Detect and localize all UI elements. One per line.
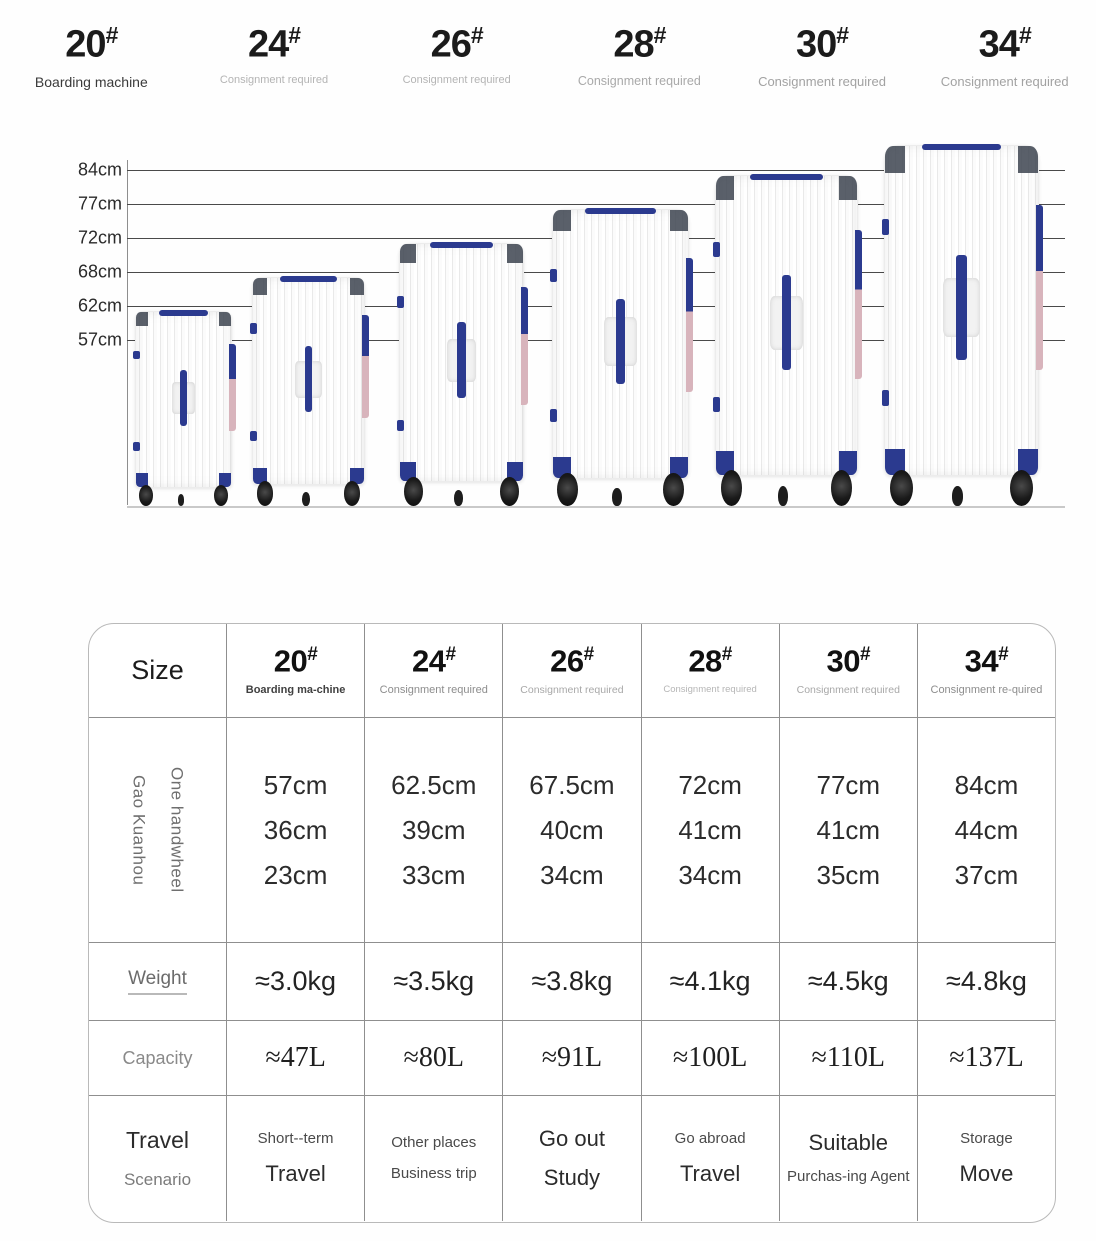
side-edge-icon	[521, 287, 528, 406]
weight-cell-34	[918, 943, 1055, 1020]
capacity-cell-34	[918, 1021, 1055, 1095]
capacity-label: Capacity	[122, 1047, 193, 1068]
lock-icon	[713, 397, 720, 412]
y-tick-68: 68cm	[77, 261, 122, 282]
wheel-icon	[344, 481, 361, 506]
size-note-34: Consignment required	[940, 73, 1069, 89]
dimensions-cell-20	[227, 718, 365, 942]
lock-icon	[250, 431, 257, 441]
corner-guard-icon	[136, 312, 148, 326]
capacity-cell-28	[642, 1021, 780, 1095]
dim-width-20: 36cm	[263, 814, 328, 845]
wheel-icon	[952, 486, 963, 506]
header-cell-26	[503, 624, 641, 717]
lock-icon	[882, 390, 889, 406]
travel-small-34: Storage	[960, 1130, 1013, 1148]
capacity-cell-24	[365, 1021, 503, 1095]
corner-guard-icon	[219, 312, 231, 326]
handle-strap-icon	[956, 255, 967, 360]
top-bar-icon	[750, 174, 823, 180]
size-label-24	[183, 24, 366, 89]
travel-big-28: Travel	[679, 1160, 741, 1186]
dimensions-cell-24	[365, 718, 503, 942]
wheel-icon	[612, 488, 622, 506]
suitcase-26	[399, 243, 524, 506]
handle-strap-icon	[616, 299, 625, 385]
wheel-icon	[890, 470, 913, 506]
y-tick-77: 77cm	[77, 193, 122, 214]
wheel-icon	[178, 494, 185, 506]
suitcase-body-26	[399, 243, 524, 482]
header-cell-30	[780, 624, 918, 717]
weight-cell-24	[365, 943, 503, 1020]
suitcase-body-20	[135, 311, 232, 488]
suitcase-row	[127, 161, 1065, 506]
travel-big-20: Travel	[265, 1160, 326, 1186]
capacity-label-cell	[89, 1021, 227, 1095]
wheel-icon	[454, 490, 463, 506]
y-tick-57: 57cm	[77, 329, 122, 350]
corner-guard-icon	[1018, 146, 1038, 172]
header-sub-26: Consignment required	[520, 684, 624, 697]
travel-cell-20	[227, 1096, 365, 1221]
dim-depth-30: 35cm	[816, 859, 881, 890]
header-cell-24	[365, 624, 503, 717]
size-label-34	[913, 24, 1096, 89]
travel-big-26: Study	[543, 1164, 601, 1190]
dimensions-label-inner: One handwheel	[167, 767, 187, 893]
table-row-weight	[89, 943, 1055, 1021]
suitcase-34	[884, 175, 1039, 506]
suitcase-30	[715, 175, 858, 506]
y-tick-62: 62cm	[77, 295, 122, 316]
dim-width-30: 41cm	[816, 814, 881, 845]
handle-strap-icon	[305, 346, 313, 412]
dim-width-24: 39cm	[401, 814, 466, 845]
suitcase-body-24	[252, 277, 365, 485]
wheel-icon	[1010, 470, 1033, 506]
header-num-34: 34#	[964, 642, 1009, 678]
side-edge-icon	[229, 344, 236, 432]
size-label-30	[731, 24, 914, 89]
corner-guard-icon	[253, 278, 267, 295]
weight-value-20: ≈3.0kg	[255, 966, 337, 996]
corner-guard-icon	[716, 176, 734, 200]
travel-small-20: Short--term	[257, 1130, 334, 1148]
header-num-26: 26#	[550, 643, 594, 679]
size-label-28	[548, 24, 731, 89]
dimensions-cell-26	[503, 718, 641, 942]
wheel-icon	[302, 492, 310, 506]
height-comparison-chart	[0, 150, 1096, 520]
capacity-cell-30	[780, 1021, 918, 1095]
suitcase-20	[135, 311, 232, 506]
top-bar-icon	[430, 242, 494, 248]
travel-cell-28	[642, 1096, 780, 1221]
travel-label-top: Travel	[125, 1127, 190, 1153]
size-note-24: Consignment required	[219, 73, 329, 86]
wheel-icon	[257, 481, 274, 506]
table-header-row	[89, 624, 1055, 718]
dim-height-28: 72cm	[678, 769, 742, 800]
header-num-30: 30#	[826, 643, 871, 679]
travel-big-34: Move	[959, 1160, 1014, 1186]
travel-big-24: Business trip	[390, 1164, 477, 1182]
weight-label-cell	[89, 943, 227, 1020]
weight-value-28: ≈4.1kg	[669, 966, 751, 996]
weight-value-30: ≈4.5kg	[807, 966, 889, 996]
wheel-icon	[831, 470, 852, 506]
header-sub-20: Boarding ma-chine	[245, 683, 346, 696]
side-edge-icon	[686, 258, 693, 392]
dim-depth-20: 23cm	[263, 859, 328, 890]
header-sub-30: Consignment required	[796, 684, 900, 697]
size-note-26: Consignment required	[402, 73, 511, 86]
lock-icon	[397, 296, 404, 308]
header-cell-28	[642, 624, 780, 717]
lock-icon	[133, 442, 140, 451]
travel-label-bottom: Scenario	[123, 1170, 192, 1189]
corner-guard-icon	[885, 146, 905, 172]
header-sub-28: Consignment required	[663, 683, 757, 695]
wheel-icon	[557, 473, 578, 506]
header-num-28: 28#	[688, 643, 732, 679]
travel-cell-34	[918, 1096, 1055, 1221]
weight-cell-20	[227, 943, 365, 1020]
corner-guard-icon	[670, 210, 688, 231]
dimensions-cell-34	[918, 718, 1055, 942]
dim-width-34: 44cm	[954, 814, 1019, 845]
capacity-cell-20	[227, 1021, 365, 1095]
wheel-icon	[500, 477, 519, 506]
travel-small-30: Suitable	[808, 1130, 889, 1156]
capacity-value-20: ≈47L	[265, 1042, 326, 1073]
weight-cell-26	[503, 943, 641, 1020]
size-note-30: Consignment required	[758, 73, 886, 89]
wheel-icon	[663, 473, 684, 506]
top-bar-icon	[585, 208, 655, 214]
travel-cell-24	[365, 1096, 503, 1221]
dim-height-26: 67.5cm	[529, 769, 615, 800]
side-edge-icon	[1036, 205, 1043, 370]
top-bar-icon	[922, 144, 1002, 150]
dim-height-20: 57cm	[263, 769, 328, 800]
dim-height-34: 84cm	[954, 769, 1019, 800]
lock-icon	[550, 269, 557, 282]
table-row-capacity	[89, 1021, 1055, 1096]
corner-guard-icon	[553, 210, 571, 231]
capacity-cell-26	[503, 1021, 641, 1095]
handle-strap-icon	[180, 370, 187, 426]
wheel-icon	[778, 486, 788, 506]
weight-cell-28	[642, 943, 780, 1020]
dim-height-24: 62.5cm	[391, 769, 477, 800]
dimensions-label-outer: Gao Kuanhou	[129, 774, 149, 886]
size-number-34: 34#	[978, 22, 1031, 66]
wheel-icon	[214, 485, 229, 506]
dim-width-26: 40cm	[540, 814, 604, 845]
dim-depth-26: 34cm	[540, 859, 604, 890]
size-number-20: 20#	[65, 22, 118, 66]
header-sub-34: Consignment re-quired	[930, 683, 1043, 696]
size-number-30: 30#	[795, 22, 849, 66]
dim-height-30: 77cm	[816, 769, 881, 800]
header-cell-size	[89, 624, 227, 717]
capacity-value-30: ≈110L	[811, 1042, 885, 1073]
travel-small-28: Go abroad	[674, 1130, 746, 1148]
lock-icon	[250, 323, 257, 333]
capacity-value-26: ≈91L	[541, 1042, 603, 1073]
dim-depth-28: 34cm	[678, 859, 742, 890]
side-edge-icon	[362, 315, 369, 418]
dim-depth-24: 33cm	[401, 859, 466, 890]
table-row-dimensions	[89, 718, 1055, 943]
handle-strap-icon	[457, 322, 466, 398]
suitcase-body-28	[552, 209, 689, 479]
table-row-travel-scenario	[89, 1096, 1055, 1221]
header-sub-24: Consignment required	[379, 683, 488, 696]
dimensions-cell-28	[642, 718, 780, 942]
wheel-icon	[404, 477, 423, 506]
size-label-20	[0, 24, 183, 89]
wheel-icon	[139, 485, 154, 506]
size-note-20: Boarding machine	[34, 73, 148, 90]
suitcase-28	[552, 209, 689, 506]
size-label-row	[0, 24, 1096, 89]
side-edge-icon	[855, 230, 862, 380]
weight-value-24: ≈3.5kg	[393, 966, 475, 996]
travel-small-26: Go out	[538, 1126, 605, 1152]
y-axis-labels	[0, 150, 128, 510]
header-num-20: 20#	[273, 642, 318, 678]
travel-label-cell	[89, 1096, 227, 1221]
suitcase-body-30	[715, 175, 858, 476]
size-note-28: Consignment required	[577, 73, 701, 88]
lock-icon	[133, 351, 140, 360]
header-cell-20	[227, 624, 365, 717]
wheel-icon	[721, 470, 742, 506]
dimensions-cell-30	[780, 718, 918, 942]
capacity-value-34: ≈137L	[949, 1042, 1024, 1073]
specification-table	[88, 623, 1056, 1223]
lock-icon	[397, 420, 404, 432]
y-tick-72: 72cm	[77, 227, 122, 248]
size-number-26: 26#	[430, 22, 483, 66]
suitcase-body-34	[884, 145, 1039, 476]
capacity-value-24: ≈80L	[403, 1042, 464, 1073]
size-number-28: 28#	[613, 22, 666, 66]
dimensions-label-cell	[89, 718, 227, 942]
corner-guard-icon	[350, 278, 364, 295]
lock-icon	[882, 219, 889, 235]
y-tick-84: 84cm	[77, 159, 122, 180]
top-bar-icon	[280, 276, 338, 282]
header-cell-34	[918, 624, 1055, 717]
weight-cell-30	[780, 943, 918, 1020]
lock-icon	[550, 409, 557, 422]
dim-depth-34: 37cm	[954, 859, 1019, 890]
weight-label: Weight	[128, 968, 187, 995]
chart-baseline	[127, 506, 1065, 508]
travel-big-30: Purchas-ing Agent	[786, 1168, 910, 1186]
dim-width-28: 41cm	[678, 814, 742, 845]
corner-guard-icon	[507, 244, 523, 263]
lock-icon	[713, 242, 720, 257]
size-title: Size	[131, 655, 184, 685]
corner-guard-icon	[400, 244, 416, 263]
handle-strap-icon	[782, 275, 792, 371]
suitcase-24	[252, 277, 365, 506]
travel-cell-26	[503, 1096, 641, 1221]
capacity-value-28: ≈100L	[672, 1042, 748, 1073]
weight-value-34: ≈4.8kg	[946, 966, 1027, 996]
size-label-26	[365, 24, 548, 89]
size-number-24: 24#	[247, 22, 301, 66]
travel-cell-30	[780, 1096, 918, 1221]
weight-value-26: ≈3.8kg	[531, 966, 613, 996]
corner-guard-icon	[839, 176, 857, 200]
travel-small-24: Other places	[391, 1134, 477, 1151]
top-bar-icon	[159, 310, 208, 316]
header-num-24: 24#	[411, 642, 456, 678]
